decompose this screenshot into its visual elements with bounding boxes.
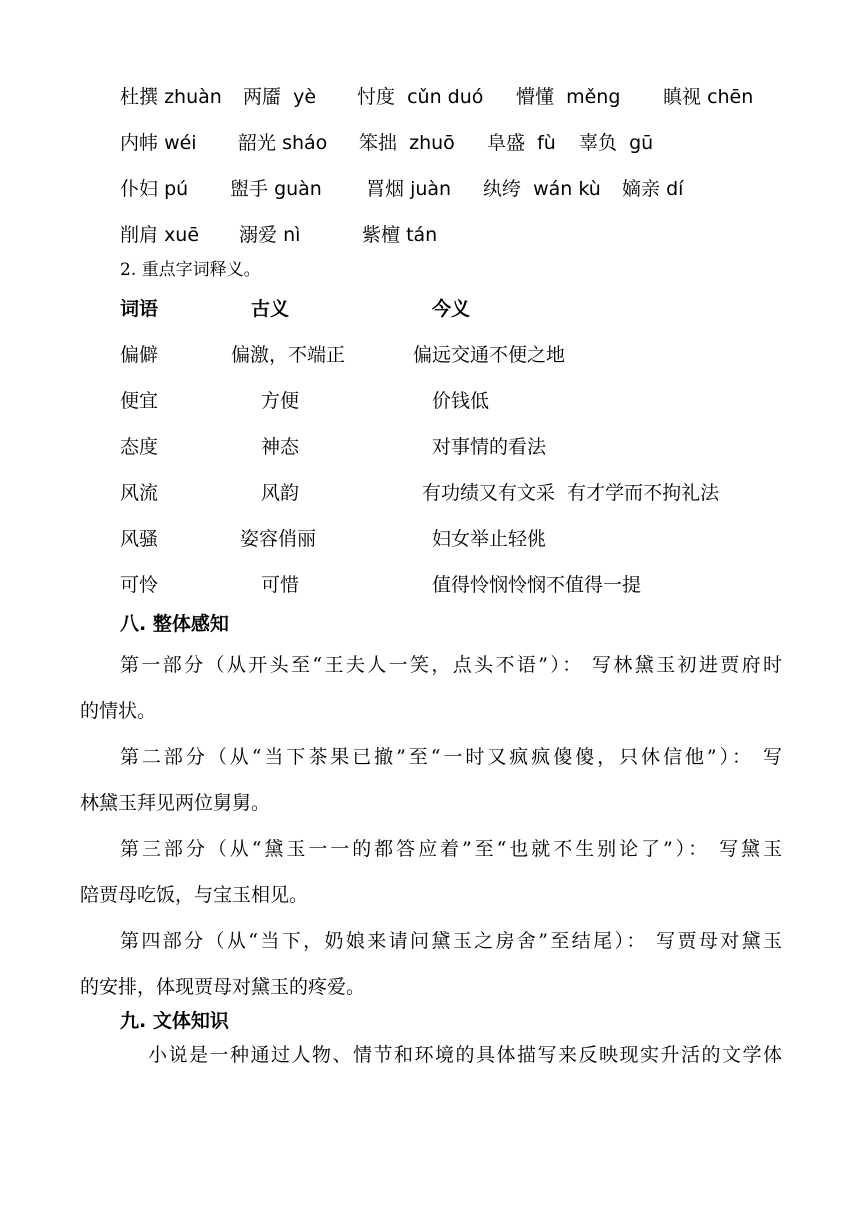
pinyin-item: [120, 226, 199, 245]
part-line: 的安排，体现贾母对黛玉的疼爱。: [80, 976, 366, 998]
table-cell: 态度: [120, 436, 159, 458]
pinyin-hanzi: 韶光: [238, 132, 277, 154]
pinyin-hanzi: 阜盛: [487, 132, 526, 154]
part-paragraph: [80, 826, 782, 918]
pinyin-reading: xuē: [164, 224, 200, 246]
pinyin-hanzi: 笨拙: [359, 132, 398, 154]
genre-paragraph: [80, 1032, 782, 1078]
pinyin-hanzi: 懵懂: [516, 86, 555, 108]
table-cell: 可怜: [120, 574, 159, 596]
pinyin-item: [359, 134, 455, 153]
pinyin-item: [243, 88, 316, 107]
pinyin-hanzi: 削肩: [120, 224, 159, 246]
pinyin-item: [230, 180, 322, 199]
part-paragraph: [80, 642, 782, 734]
pinyin-reading: pú: [164, 178, 189, 200]
pinyin-reading: guàn: [274, 178, 322, 200]
pinyin-hanzi: 仆妇: [120, 178, 159, 200]
pinyin-hanzi: 两靥: [243, 86, 282, 108]
table-cell: 姿容俏丽: [240, 528, 317, 550]
pinyin-item: [622, 180, 683, 199]
pinyin-item: [357, 88, 483, 107]
header-modern: 今义: [432, 298, 471, 320]
pinyin-hanzi: 罥烟: [366, 178, 405, 200]
pinyin-reading: yè: [293, 86, 317, 108]
pinyin-item: [663, 88, 753, 107]
table-cell: 神态: [261, 436, 300, 458]
table-cell: 风骚: [120, 528, 159, 550]
part-line: 第一部分（从开头至“王夫人一笑，点头不语”）： 写林黛玉初进贾府时: [120, 654, 782, 676]
pinyin-hanzi: 忖度: [357, 86, 396, 108]
part-line: 第四部分（从“当下，奶娘来请问黛玉之房舍”至结尾）： 写贾母对黛玉: [120, 930, 782, 952]
table-cell: 偏激，不端正: [231, 344, 346, 366]
table-cell: 便宜: [120, 390, 159, 412]
section-heading: 九. 文体知识: [120, 1010, 229, 1032]
table-cell: 妇女举止轻佻: [432, 528, 547, 550]
table-cell: 方便: [261, 390, 300, 412]
table-cell: 价钱低: [432, 390, 490, 412]
pinyin-item: [483, 180, 601, 199]
part-paragraph: [80, 734, 782, 826]
pinyin-item: [487, 134, 556, 153]
part-line: 陪贾母吃饭，与宝玉相见。: [80, 884, 309, 906]
pinyin-reading: cǔn duó: [407, 86, 484, 108]
part-line: 的情状。: [80, 700, 157, 722]
pinyin-hanzi: 辜负: [579, 132, 618, 154]
pinyin-hanzi: 溺爱: [239, 224, 278, 246]
pinyin-reading: tán: [406, 224, 438, 246]
pinyin-item: [120, 88, 222, 107]
table-cell: 偏僻: [120, 344, 159, 366]
pinyin-item: [120, 134, 197, 153]
pinyin-item: [120, 180, 188, 199]
pinyin-reading: sháo: [282, 132, 328, 154]
table-cell: 风流: [120, 482, 159, 504]
pinyin-item: [239, 226, 300, 245]
pinyin-reading: zhuàn: [164, 86, 222, 108]
part-paragraph: [80, 918, 782, 1010]
table-cell: 风韵: [261, 482, 300, 504]
pinyin-item: [516, 88, 620, 107]
pinyin-reading: chēn: [707, 86, 754, 108]
pinyin-hanzi: 内帏: [120, 132, 159, 154]
genre-text: 小说是一种通过人物、情节和环境的具体描写来反映现实升活的文学体: [148, 1044, 782, 1066]
pinyin-hanzi: 紫檀: [362, 224, 401, 246]
table-cell: 偏远交通不便之地: [413, 344, 566, 366]
pinyin-hanzi: 盥手: [230, 178, 269, 200]
pinyin-item: [579, 134, 653, 153]
pinyin-hanzi: 嫡亲: [622, 178, 661, 200]
pinyin-reading: juàn: [410, 178, 452, 200]
header-word: 词语: [120, 298, 159, 320]
section-heading: 八. 整体感知: [120, 613, 229, 635]
pinyin-reading: wán kù: [533, 178, 601, 200]
pinyin-reading: zhuō: [409, 132, 455, 154]
pinyin-item: [238, 134, 327, 153]
pinyin-item: [366, 180, 451, 199]
table-cell: 值得怜悯怜悯不值得一提: [432, 574, 642, 596]
header-ancient: 古义: [251, 298, 290, 320]
part-line: 第二部分（从“当下茶果已撤”至“一时又疯疯傻傻，只休信他”）： 写: [120, 746, 782, 768]
part-line: 林黛玉拜见两位舅舅。: [80, 792, 271, 814]
pinyin-hanzi: 杜撰: [120, 86, 159, 108]
section-title: 2. 重点字词释义。: [120, 260, 261, 280]
pinyin-reading: měng: [566, 86, 621, 108]
pinyin-reading: fù: [537, 132, 556, 154]
pinyin-reading: gū: [629, 132, 654, 154]
table-cell: 可惜: [261, 574, 300, 596]
pinyin-hanzi: 瞋视: [663, 86, 702, 108]
pinyin-reading: nì: [283, 224, 301, 246]
pinyin-item: [362, 226, 437, 245]
table-cell: 有功绩又有文采 有才学而不拘礼法: [422, 482, 720, 504]
table-cell: 对事情的看法: [432, 436, 547, 458]
pinyin-reading: wéi: [164, 132, 197, 154]
pinyin-reading: dí: [666, 178, 684, 200]
part-line: 第三部分（从“黛玉一一的都答应着”至“也就不生别论了”）： 写黛玉: [120, 838, 782, 860]
pinyin-hanzi: 纨绔: [483, 178, 522, 200]
